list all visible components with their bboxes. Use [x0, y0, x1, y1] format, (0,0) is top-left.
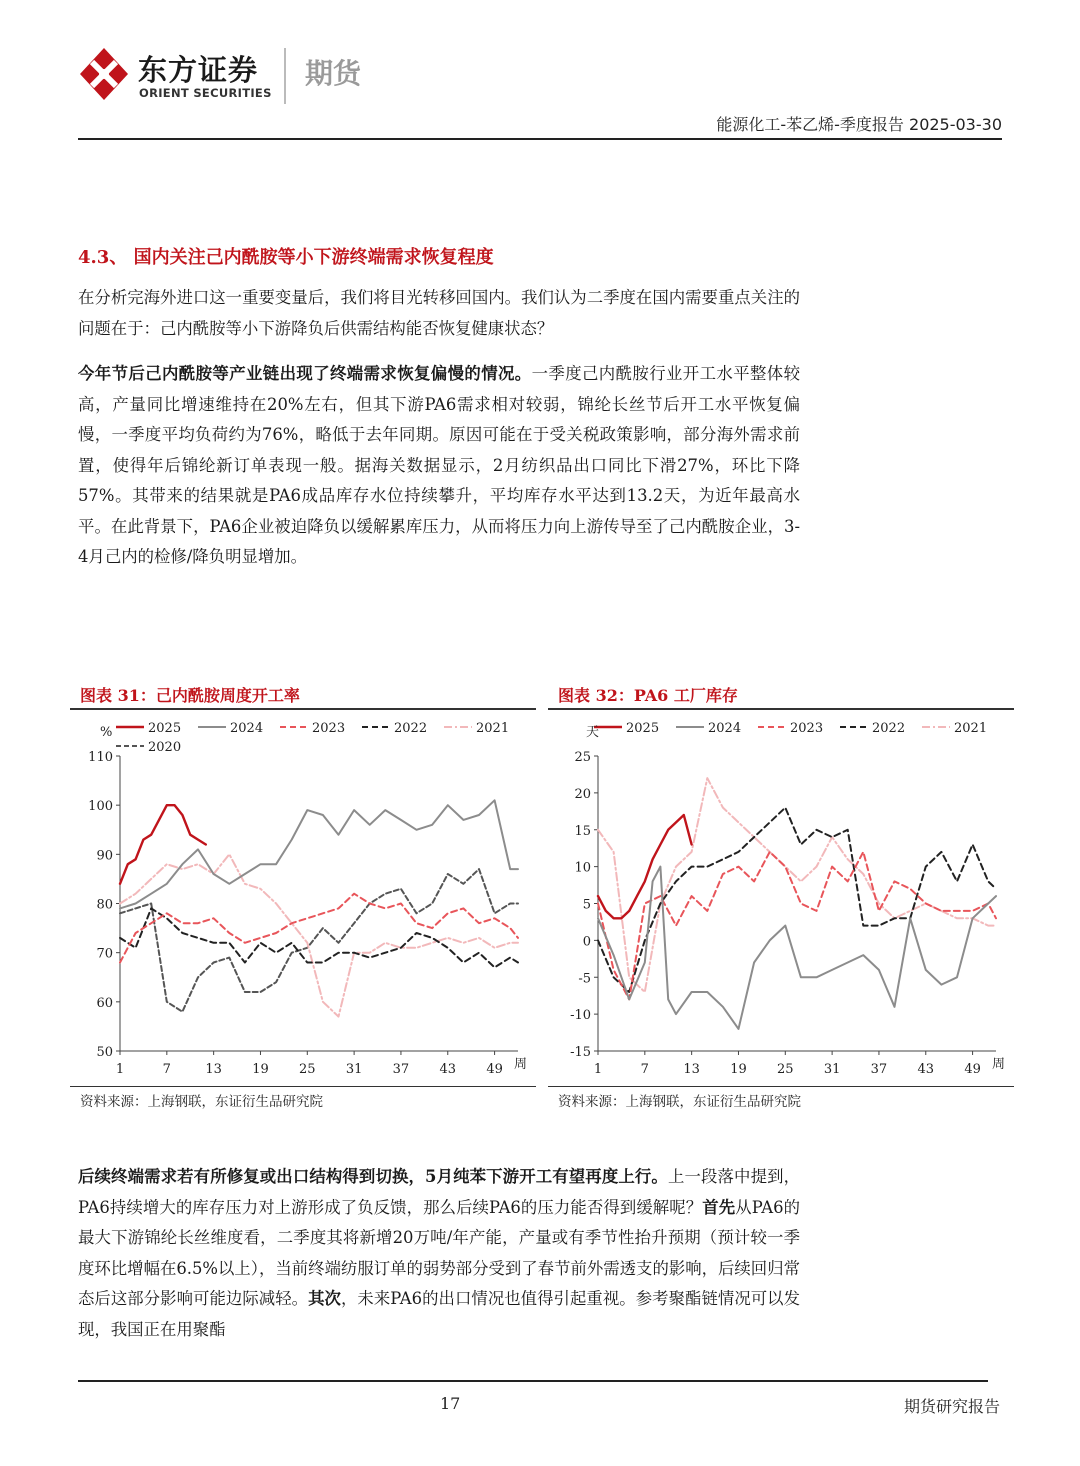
footer-rule — [78, 1380, 988, 1382]
chart0-y-tick-label: 90 — [96, 848, 113, 864]
chart0-y-tick-label: 70 — [96, 946, 113, 962]
orient-logo-icon — [78, 46, 130, 102]
figure-31-rule — [70, 708, 536, 710]
chart0-y-tick-label: 100 — [88, 799, 113, 815]
chart0-legend-label-2021: 2021 — [476, 721, 510, 736]
figure-31-title: 图表 31：己内酰胺周度开工率 — [80, 686, 300, 705]
chart0-y-tick-label: 110 — [88, 750, 113, 765]
chart0-legend-label-2022: 2022 — [394, 721, 428, 736]
section-title: 4.3、 国内关注己内酰胺等小下游终端需求恢复程度 — [78, 247, 494, 268]
chart1-legend-label-2025: 2025 — [626, 721, 660, 736]
chart0-x-tick-label: 43 — [439, 1062, 457, 1077]
chart0-x-tick-label: 19 — [252, 1062, 269, 1077]
chart1-y-tick-label: 25 — [574, 750, 591, 765]
chart1-y-tick-label: -15 — [570, 1045, 591, 1060]
chart0-y-tick-label: 60 — [96, 995, 113, 1011]
chart0-series-2022 — [120, 908, 518, 967]
chart1-legend-label-2023: 2023 — [790, 721, 824, 736]
chart1-x-tick-label: 43 — [917, 1062, 935, 1077]
paragraph-3 — [78, 1162, 800, 1345]
paragraph-2-body: 一季度己内酰胺行业开工水平整体较高，产量同比增速维持在20%左右，但其下游PA6需求相对较弱，锦纶长丝节后开工水平恢复偏慢，一季度平均负荷约为76%，略低于去年同期。原因可能在于受关税政策影响，部分海外需求前置，使得年后锦纶新订单表现一般。据海关数据显示，2月纺织品出口同比下滑27%，环比下降57%。其带来的结果就是PA6成品库存水位持续攀升，平均库存水平达到13.2天，为近年最高水平。在此背景下，PA6企业被迫降负以缓解累库压力，从而将压力向上游传导至了己内酰胺企业，3-4月己内的检修/降负明显增加。 — [78, 364, 801, 566]
figure-31-bottom-rule — [70, 1086, 536, 1087]
chart1-series-2021 — [598, 778, 996, 992]
chart1-legend-label-2022: 2022 — [872, 721, 906, 736]
division-name: 期货 — [305, 57, 362, 90]
chart0-series-2025 — [120, 805, 206, 884]
chart1-legend-label-2024: 2024 — [708, 721, 742, 736]
paragraph-3-lead: 后续终端需求若有所修复或出口结构得到切换，5月纯苯下游开工有望再度上行。 — [78, 1167, 668, 1186]
figure-32-bottom-rule — [548, 1086, 1014, 1087]
chart0-legend-label-2020: 2020 — [148, 740, 182, 755]
chart1-y-tick-label: 15 — [574, 823, 591, 839]
brand-divider — [284, 48, 286, 104]
chart1-x-tick-label: 31 — [823, 1062, 841, 1077]
chart0-x-tick-label: 1 — [115, 1062, 125, 1077]
paragraph-1: 在分析完海外进口这一重要变量后，我们将目光转移回国内。我们认为二季度在国内需要重点关注的问题在于：己内酰胺等小下游降负后供需结构能否恢复健康状态？ — [78, 288, 800, 338]
chart0-series-2021 — [120, 854, 518, 1016]
chart1-y-tick-label: 10 — [574, 860, 591, 876]
paragraph-3-second: 其次 — [308, 1289, 341, 1308]
figure-32-title: 图表 32：PA6 工厂库存 — [558, 686, 738, 705]
paragraph-3-body-e: ，未来PA6的出口情况也值得引起重视。参考聚酯链情况可以发现，我国正在用聚酯 — [78, 1289, 801, 1339]
chart1-y-tick-label: 20 — [574, 786, 591, 802]
figure-31-source: 资料来源：上海钢联，东证衍生品研究院 — [80, 1094, 323, 1110]
chart-32 — [548, 712, 1014, 1084]
chart1-x-tick-label: 37 — [870, 1062, 888, 1077]
chart0-y-axis-label: % — [100, 725, 113, 740]
header-rule — [78, 138, 1002, 140]
chart0-legend-label-2025: 2025 — [148, 721, 182, 736]
chart0-x-tick-label: 25 — [299, 1062, 316, 1077]
chart1-y-tick-label: 5 — [582, 897, 591, 913]
chart0-x-axis-label: 周 — [514, 1057, 528, 1072]
paragraph-3-first: 首先 — [702, 1197, 736, 1217]
page-number: 17 — [440, 1394, 461, 1413]
chart1-x-tick-label: 19 — [730, 1062, 747, 1077]
chart0-series-2024 — [120, 800, 518, 908]
chart1-y-tick-label: -5 — [578, 971, 591, 987]
chart1-x-tick-label: 1 — [593, 1062, 603, 1077]
chart0-x-tick-label: 49 — [486, 1062, 503, 1077]
paragraph-3-body-c: 从PA6的最大下游锦纶长丝维度看，二季度其将新增20万吨/年产能，产量或有季节性抬升预期（预计较一季度环比增幅在6.5%以上），当前终端纺服订单的弱势部分受到了春节前外需透支的影响，后续回归常态后这部分影响可能边际减轻。 — [78, 1197, 801, 1308]
brand-name-cn: 东方证券 — [138, 53, 259, 87]
chart0-x-tick-label: 13 — [205, 1062, 222, 1077]
paragraph-2 — [78, 359, 800, 573]
chart1-y-tick-label: -10 — [570, 1008, 591, 1024]
chart1-x-tick-label: 49 — [964, 1062, 981, 1077]
chart1-y-tick-label: 0 — [582, 934, 591, 950]
chart1-y-axis-label: 天 — [586, 725, 600, 740]
chart1-x-tick-label: 7 — [640, 1062, 649, 1077]
chart0-y-tick-label: 80 — [96, 897, 113, 913]
report-meta: 能源化工-苯乙烯-季度报告 2025-03-30 — [716, 115, 1002, 134]
chart0-x-tick-label: 7 — [162, 1062, 171, 1077]
paragraph-2-lead: 今年节后己内酰胺等产业链出现了终端需求恢复偏慢的情况。 — [78, 364, 532, 383]
chart0-x-tick-label: 37 — [392, 1062, 410, 1077]
brand-name-en: ORIENT SECURITIES — [139, 86, 272, 100]
figure-32-source: 资料来源：上海钢联，东证衍生品研究院 — [558, 1094, 801, 1110]
chart0-legend-label-2023: 2023 — [312, 721, 346, 736]
chart1-x-tick-label: 13 — [683, 1062, 700, 1077]
chart1-x-tick-label: 25 — [777, 1062, 794, 1077]
chart0-y-tick-label: 50 — [96, 1045, 113, 1060]
chart1-series-2025 — [598, 815, 692, 918]
chart1-legend-label-2021: 2021 — [954, 721, 988, 736]
figure-32-rule — [548, 708, 1014, 710]
paragraph-3-body-a: 上一段落中提到，PA6持续增大的库存压力对上游形成了负反馈，那么后续PA6的压力能否得到缓解呢？ — [78, 1167, 801, 1217]
chart1-x-axis-label: 周 — [992, 1057, 1006, 1072]
chart0-x-tick-label: 31 — [345, 1062, 363, 1077]
chart0-series-2023 — [120, 894, 518, 963]
chart0-legend-label-2024: 2024 — [230, 721, 264, 736]
footer-label: 期货研究报告 — [903, 1397, 1000, 1416]
chart1-series-2024 — [598, 867, 996, 1029]
chart1-series-2023 — [598, 852, 996, 1000]
chart-31 — [70, 712, 536, 1084]
